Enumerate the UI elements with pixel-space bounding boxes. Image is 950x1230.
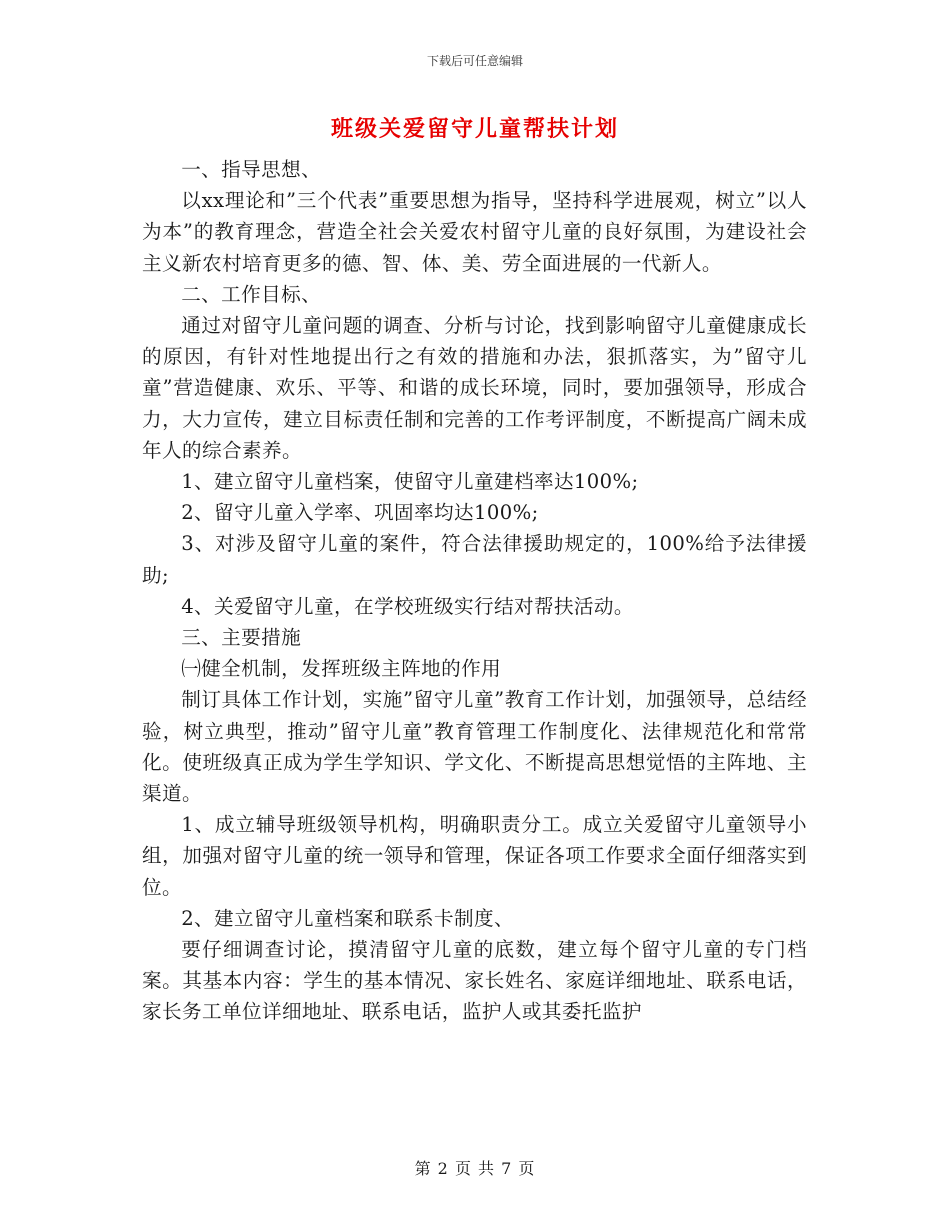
list-item: 4、关爱留守儿童，在学校班级实行结对帮扶活动。: [181, 594, 634, 618]
list-item: 2、建立留守儿童档案和联系卡制度、: [181, 906, 514, 930]
list-item: 1、成立辅导班级领导机构，明确职责分工。成立关爱留守儿童领导小组，加强对留守儿童的统一领导和管理，保证各项工作要求全面仔细落实到位。: [142, 813, 807, 899]
paragraph: 制订具体工作计划，实施”留守儿童”教育工作计划，加强领导，总结经验，树立典型，推动”留守儿童”教育管理工作制度化、法律规范化和常常化。使班级真正成为学生学知识、学文化、不断提高思想觉悟的主阵地、主渠道。: [142, 688, 807, 806]
section-heading: 三、主要措施: [181, 626, 302, 650]
list-item: 1、建立留守儿童档案，使留守儿童建档率达100%;: [181, 470, 639, 494]
header-note: 下载后可任意编辑: [426, 54, 523, 68]
section-heading: 二、工作目标、: [181, 282, 322, 306]
document-title: 班级关爱留守儿童帮扶计划: [330, 116, 619, 142]
list-item: 2、留守儿童入学率、巩固率均达100%;: [181, 501, 539, 525]
section-heading: 一、指导思想、: [181, 158, 322, 181]
page-number: 第 2 页 共 7 页: [414, 1159, 536, 1178]
paragraph: 要仔细调查讨论，摸清留守儿童的底数，建立每个留守儿童的专门档案。其基本内容：学生的基本情况、家长姓名、家庭详细地址、联系电话，家长务工单位详细地址、联系电话，监护人或其委托监护: [142, 938, 807, 1024]
subsection-heading: ㈠健全机制，发挥班级主阵地的作用: [181, 657, 502, 681]
list-item: 3、对涉及留守儿童的案件，符合法律援助规定的，100%给予法律援助;: [142, 532, 807, 587]
paragraph: 通过对留守儿童问题的调查、分析与讨论，找到影响留守儿童健康成长的原因，有针对性地提出行之有效的措施和办法，狠抓落实，为”留守儿童”营造健康、欢乐、平等、和谐的成长环境，同时，要加强领导，形成合力，大力宣传，建立目标责任制和完善的工作考评制度，不断提高广阔未成年人的综合素养。: [142, 314, 807, 462]
paragraph: 以xx理论和”三个代表”重要思想为指导，坚持科学进展观，树立”以人为本”的教育理念，营造全社会关爱农村留守儿童的良好氛围，为建设社会主义新农村培育更多的德、智、体、美、劳全面进展的一代新人。: [142, 189, 807, 275]
document-body: [142, 154, 807, 1028]
